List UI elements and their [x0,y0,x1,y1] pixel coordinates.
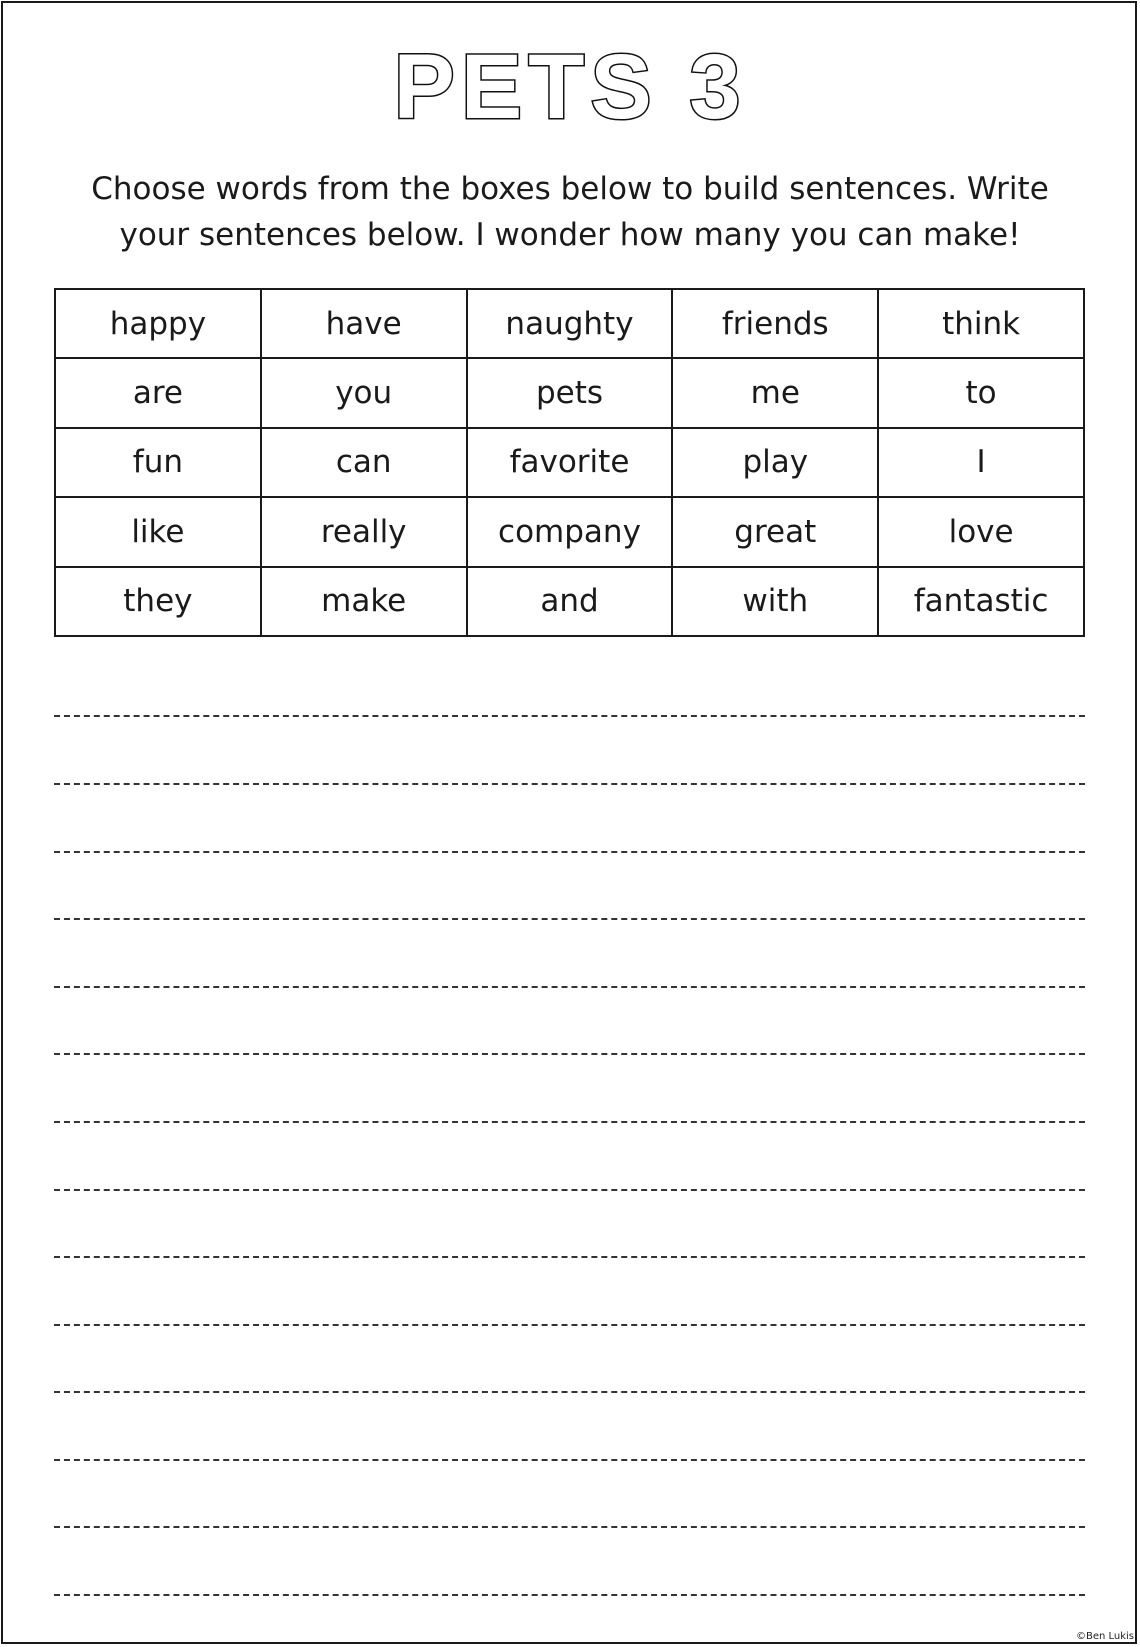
writing-line[interactable] [54,1459,1085,1461]
word-cell: think [878,289,1084,358]
writing-line[interactable] [54,1053,1085,1055]
writing-line[interactable] [54,783,1085,785]
writing-line[interactable] [54,851,1085,853]
worksheet-title: PETS 3 [393,36,747,138]
copyright-notice: ©Ben Lukis [1075,1631,1134,1642]
word-cell: I [878,428,1084,497]
word-cell: can [261,428,467,497]
word-cell: friends [672,289,878,358]
word-cell: me [672,358,878,427]
word-cell: really [261,497,467,566]
word-cell: love [878,497,1084,566]
word-cell: pets [467,358,673,427]
word-cell: company [467,497,673,566]
writing-line[interactable] [54,1121,1085,1123]
word-cell: like [55,497,261,566]
word-cell: you [261,358,467,427]
instructions-line-2: your sentences below. I wonder how many you can make! [119,217,1021,253]
word-cell: happy [55,289,261,358]
writing-line[interactable] [54,1391,1085,1393]
writing-line[interactable] [54,918,1085,920]
word-cell: with [672,567,878,636]
word-cell: and [467,567,673,636]
word-cell: play [672,428,878,497]
word-cell: they [55,567,261,636]
writing-line[interactable] [54,1256,1085,1258]
writing-line[interactable] [54,1594,1085,1596]
writing-line[interactable] [54,1189,1085,1191]
writing-line[interactable] [54,1526,1085,1528]
word-cell: are [55,358,261,427]
instructions-line-1: Choose words from the boxes below to build sentences. Write [91,171,1049,207]
word-cell: naughty [467,289,673,358]
writing-line[interactable] [54,986,1085,988]
word-cell: fantastic [878,567,1084,636]
writing-area [54,0,1085,1647]
writing-line[interactable] [54,715,1085,717]
word-cell: to [878,358,1084,427]
word-cell: make [261,567,467,636]
word-cell: have [261,289,467,358]
word-cell: fun [55,428,261,497]
writing-line[interactable] [54,1324,1085,1326]
word-cell: great [672,497,878,566]
word-cell: favorite [467,428,673,497]
